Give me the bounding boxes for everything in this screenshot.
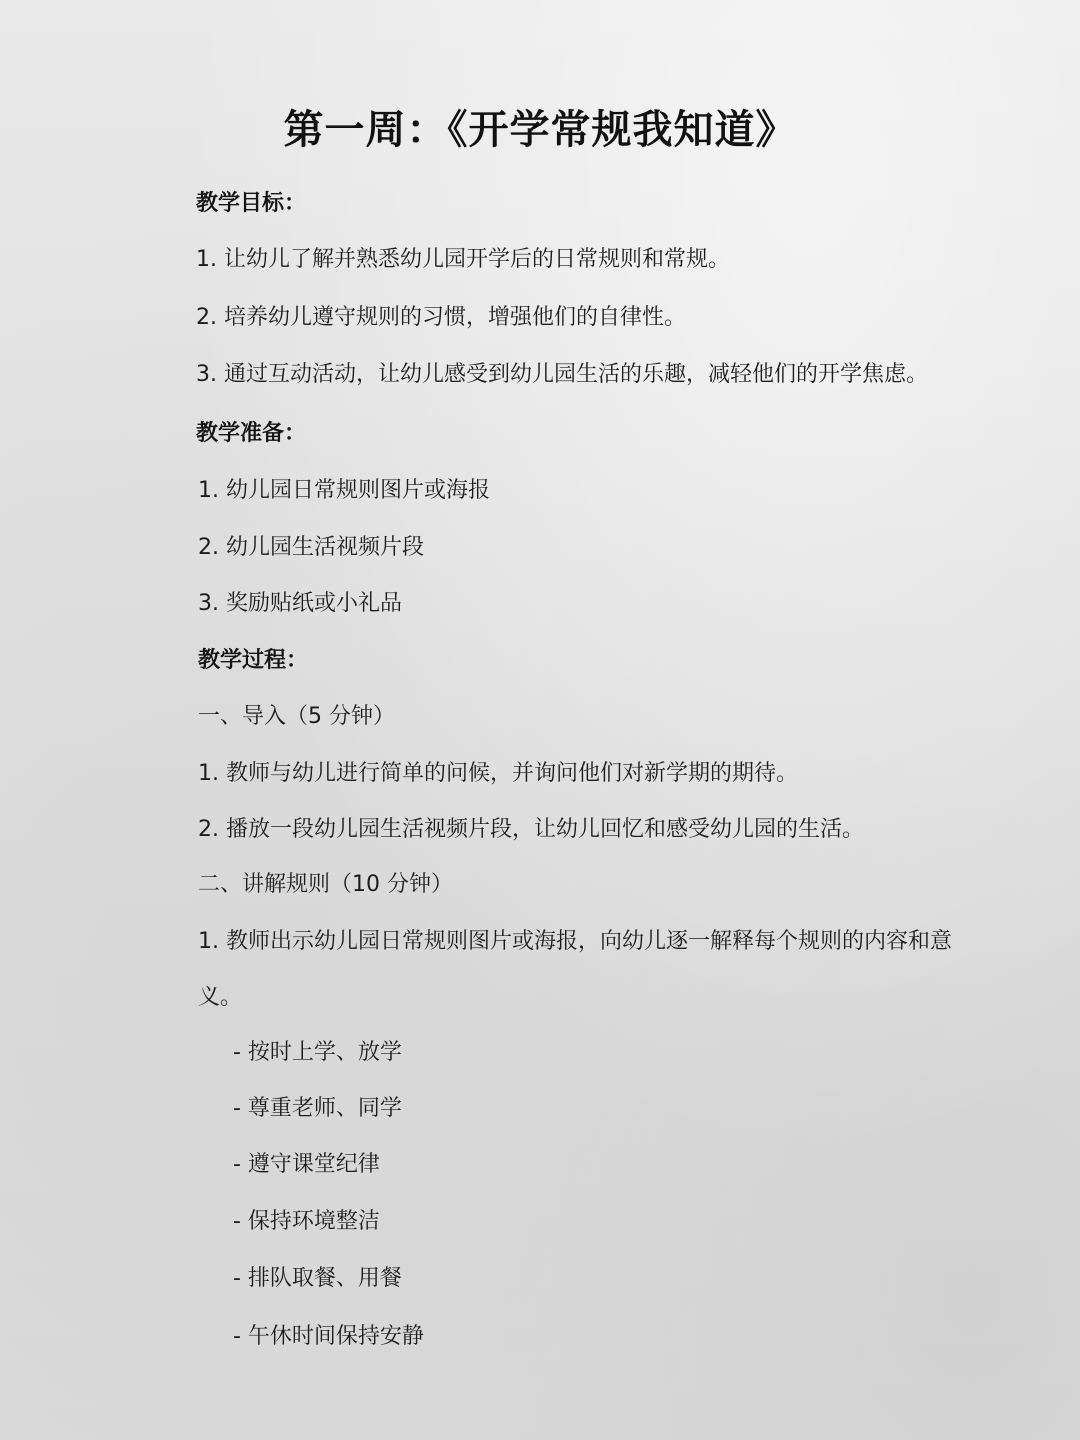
- preparation-item: 3. 奖励贴纸或小礼品: [198, 591, 402, 616]
- preparation-item: 2. 幼儿园生活视频片段: [198, 535, 424, 560]
- rule-item: - 遵守课堂纪律: [233, 1152, 380, 1177]
- process-part2-title: 二、讲解规则（10 分钟）: [198, 872, 453, 897]
- page-title: 第一周：《开学常规我知道》: [283, 107, 797, 153]
- preparation-heading: 教学准备：: [196, 421, 307, 446]
- objectives-heading: 教学目标：: [196, 191, 307, 216]
- rule-item: - 排队取餐、用餐: [233, 1266, 402, 1291]
- process-part1-title: 一、导入（5 分钟）: [198, 704, 395, 729]
- process-heading: 教学过程：: [198, 648, 309, 673]
- process-part2-item-line2: 义。: [198, 985, 243, 1010]
- objective-item: 3. 通过互动活动，让幼儿感受到幼儿园生活的乐趣，减轻他们的开学焦虑。: [196, 362, 928, 387]
- process-part1-item: 1. 教师与幼儿进行简单的问候，并询问他们对新学期的期待。: [198, 761, 798, 786]
- process-part2-item-line1: 1. 教师出示幼儿园日常规则图片或海报，向幼儿逐一解释每个规则的内容和意: [198, 929, 952, 954]
- objective-item: 2. 培养幼儿遵守规则的习惯，增强他们的自律性。: [196, 305, 686, 330]
- preparation-item: 1. 幼儿园日常规则图片或海报: [198, 478, 490, 503]
- rule-item: - 保持环境整洁: [233, 1209, 380, 1234]
- process-part1-item: 2. 播放一段幼儿园生活视频片段，让幼儿回忆和感受幼儿园的生活。: [198, 817, 864, 842]
- objective-item: 1. 让幼儿了解并熟悉幼儿园开学后的日常规则和常规。: [196, 247, 730, 272]
- rule-item: - 尊重老师、同学: [233, 1096, 402, 1121]
- rule-item: - 按时上学、放学: [233, 1040, 402, 1065]
- rule-item: - 午休时间保持安静: [233, 1324, 424, 1349]
